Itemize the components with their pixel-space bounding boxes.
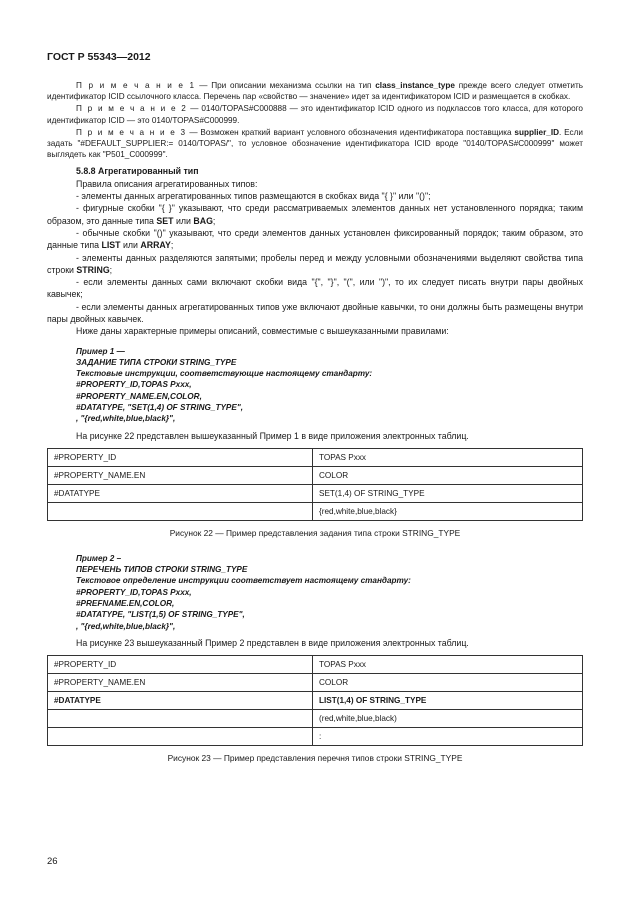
section-body xyxy=(47,165,583,337)
table-row xyxy=(48,673,583,691)
table-cell: LIST(1,4) OF STRING_TYPE xyxy=(313,691,583,709)
rule-3-end: ; xyxy=(170,240,174,251)
example-2-line: , "{red,white,blue,black}", xyxy=(76,621,176,631)
note-1-term: class_instance_type xyxy=(375,81,455,90)
rule-4-end: ; xyxy=(109,264,113,275)
section-intro: Правила описания агрегатированных типов: xyxy=(76,178,258,189)
example-2-line: #DATATYPE, "LIST(1,5) OF STRING_TYPE", xyxy=(76,610,245,620)
table-row xyxy=(48,502,583,520)
example-2-line: Текстовое определение инструкции соответствует настоящему стандарту: xyxy=(76,576,411,586)
rule-2-set: SET xyxy=(156,215,174,226)
rule-4 xyxy=(47,252,583,277)
note-2-text: — 0140/TOPAS#C000888 — это идентификатор ICID одного из подклассов того класса, для которого идентификатор ICID — это 0140/TOPAS#C000999. xyxy=(47,104,583,125)
figure-23-table xyxy=(47,655,583,746)
rule-2 xyxy=(47,202,583,227)
example-1-line: #PROPERTY_ID,TOPAS Pxxx, xyxy=(76,380,192,390)
page-content xyxy=(47,80,583,764)
table-cell: #DATATYPE xyxy=(48,484,313,502)
example-2-code xyxy=(76,553,583,632)
table-row xyxy=(48,655,583,673)
table-cell xyxy=(48,709,313,727)
example-1-code xyxy=(76,346,583,425)
example-2-lead: На рисунке 23 вышеуказанный Пример 2 представлен в виде приложения электронных таблиц. xyxy=(76,637,469,648)
table-cell xyxy=(48,727,313,745)
rule-2-bag: BAG xyxy=(193,215,213,226)
note-1 xyxy=(47,80,583,102)
example-1-line: ЗАДАНИЕ ТИПА СТРОКИ STRING_TYPE xyxy=(76,357,237,367)
table-cell: #PROPERTY_ID xyxy=(48,448,313,466)
note-3-label: П р и м е ч а н и е 3 xyxy=(76,127,187,137)
note-2-label: П р и м е ч а н и е 2 xyxy=(76,104,188,114)
rule-6: - если элементы данных агрегатированных типов уже включают двойные кавычки, то они должны быть размещены внутри пары двойных кавычек. xyxy=(47,301,583,324)
standard-header: ГОСТ Р 55343—2012 xyxy=(47,51,151,63)
table-cell: #PROPERTY_NAME.EN xyxy=(48,466,313,484)
table-row xyxy=(48,691,583,709)
rule-4-string: STRING xyxy=(76,264,110,275)
table-row xyxy=(48,727,583,745)
rule-3-text: - обычные скобки "()" указывают, что среди элементов данных установлен фиксированный порядок; таким образом, это данные типа xyxy=(47,227,583,251)
rule-5: - если элементы данных сами включают скобки вида "{", "}", "(", или ")", то их следует писать внутри пары двойных кавычек; xyxy=(47,277,583,300)
table-cell: #PROPERTY_NAME.EN xyxy=(48,673,313,691)
example-2-line: ПЕРЕЧЕНЬ ТИПОВ СТРОКИ STRING_TYPE xyxy=(76,565,248,575)
rule-4-text: - элементы данных разделяются запятыми; пробелы перед и между условными обозначениями выделяют свойства типа строки xyxy=(47,252,583,275)
table-cell: : xyxy=(313,727,583,745)
rule-2-text: - фигурные скобки "{ }" указывают, что среди рассматриваемых элементов данных нет установленного порядка; таким образом, это данные типа xyxy=(47,203,583,226)
rule-3 xyxy=(47,227,583,252)
rule-3-or: или xyxy=(120,240,141,251)
example-2-line: #PREFNAME.EN,COLOR, xyxy=(76,599,175,609)
table-row xyxy=(48,709,583,727)
example-2-line: #PROPERTY_ID,TOPAS Pxxx, xyxy=(76,587,192,597)
table-row xyxy=(48,466,583,484)
table-cell: COLOR xyxy=(313,466,583,484)
table-cell: COLOR xyxy=(313,673,583,691)
figure-22-caption: Рисунок 22 — Пример представления задания типа строки STRING_TYPE xyxy=(169,527,461,538)
table-row xyxy=(48,484,583,502)
table-cell: #DATATYPE xyxy=(48,691,313,709)
table-cell: (red,white,blue,black) xyxy=(313,709,583,727)
note-3 xyxy=(47,127,583,161)
note-1-label: П р и м е ч а н и е 1 xyxy=(76,81,196,90)
rule-2-or: или xyxy=(173,215,194,226)
table-cell: SET(1,4) OF STRING_TYPE xyxy=(313,484,583,502)
rule-1: - элементы данных агрегатированных типов размещаются в скобках вида "{ }" или "()"; xyxy=(76,191,431,202)
example-1-line: , "{red,white,blue,black}", xyxy=(76,414,176,424)
table-row xyxy=(48,448,583,466)
page-number: 26 xyxy=(47,856,58,867)
example-1-lead: На рисунке 22 представлен вышеуказанный Пример 1 в виде приложения электронных таблиц. xyxy=(76,430,469,441)
note-3-term: supplier_ID xyxy=(514,127,560,137)
table-cell xyxy=(48,502,313,520)
note-3-text-end: . Если задать "#DEFAULT_SUPPLIER:= 0140/TOPAS/", то условное обозначение идентификатора ICID вроде "0140/TOPAS#C000999" может выглядеть как "P501_C000999". xyxy=(47,127,583,160)
example-2-line: Пример 2 – xyxy=(76,553,122,563)
note-3-text: — Возможен краткий вариант условного обозначения идентификатора поставщика xyxy=(186,127,515,137)
rule-3-array: ARRAY xyxy=(140,240,171,251)
table-cell: TOPAS Pxxx xyxy=(313,655,583,673)
example-1-line: #DATATYPE, "SET(1,4) OF STRING_TYPE", xyxy=(76,403,243,413)
figure-23-caption: Рисунок 23 — Пример представления перечня типов строки STRING_TYPE xyxy=(167,752,463,763)
example-1-line: Текстовые инструкции, соответствующие настоящему стандарту: xyxy=(76,369,373,379)
note-1-text-end: прежде всего следует отметить идентификатор ICID ссылочного класса. Перечень пар «свойство — значение» идет за идентификатором ICID и размещается в скобках. xyxy=(47,81,583,102)
example-1-line: #PROPERTY_NAME.EN,COLOR, xyxy=(76,391,202,401)
section-outro: Ниже даны характерные примеры описаний, совместимые с вышеуказанными правилами: xyxy=(76,326,449,337)
rule-3-list: LIST xyxy=(101,240,121,251)
table-cell: #PROPERTY_ID xyxy=(48,655,313,673)
figure-22-table xyxy=(47,448,583,521)
table-cell: {red,white,blue,black} xyxy=(313,502,583,520)
section-title: 5.8.8 Агрегатированный тип xyxy=(76,166,199,177)
notes-block xyxy=(47,80,583,160)
note-1-text: — При описании механизма ссылки на тип xyxy=(195,81,376,90)
note-2 xyxy=(47,103,583,125)
table-cell: TOPAS Pxxx xyxy=(313,448,583,466)
rule-2-end: ; xyxy=(212,215,216,226)
example-1-line: Пример 1 — xyxy=(76,346,125,356)
